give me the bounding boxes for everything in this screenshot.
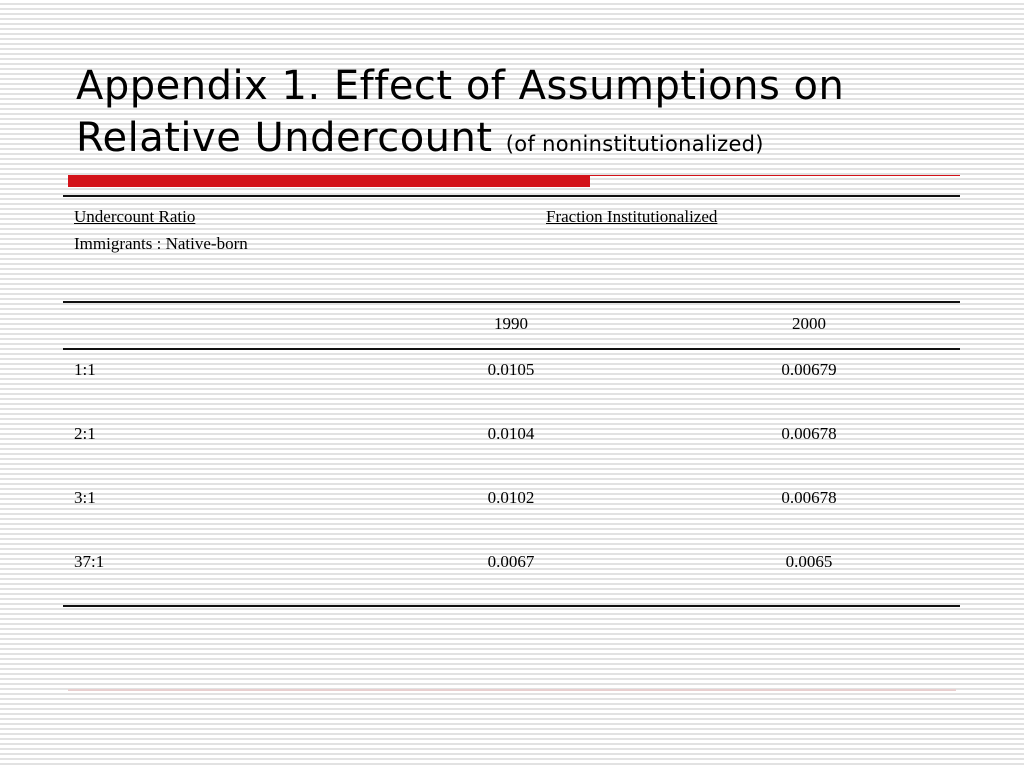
table-top-rule xyxy=(63,195,960,197)
title-line-2: Relative Undercount xyxy=(76,115,493,161)
row-value-1990: 0.0067 xyxy=(487,552,535,571)
row-ratio: 3:1 xyxy=(74,488,96,507)
row-value-2000: 0.00678 xyxy=(781,488,837,507)
title-line-1: Appendix 1. Effect of Assumptions on xyxy=(76,63,845,109)
row-ratio: 2:1 xyxy=(74,424,96,443)
footer-rule xyxy=(68,689,956,691)
header-undercount-ratio: Undercount Ratio xyxy=(74,207,196,226)
row-value-2000: 0.00679 xyxy=(781,360,837,379)
title-accent-line xyxy=(590,175,960,176)
row-value-1990: 0.0102 xyxy=(487,488,535,507)
header-immigrants-native: Immigrants : Native-born xyxy=(74,234,248,253)
row-value-2000: 0.00678 xyxy=(781,424,837,443)
row-value-1990: 0.0105 xyxy=(487,360,535,379)
column-header-1990: 1990 xyxy=(494,314,528,333)
table-bottom-rule xyxy=(63,605,960,607)
row-ratio: 37:1 xyxy=(74,552,105,571)
row-ratio: 1:1 xyxy=(74,360,96,379)
title-subtitle: (of noninstitutionalized) xyxy=(505,132,764,156)
table-header-rule xyxy=(63,301,960,303)
table-column-rule xyxy=(63,348,960,350)
slide-title xyxy=(76,60,976,170)
row-value-1990: 0.0104 xyxy=(487,424,535,443)
row-value-2000: 0.0065 xyxy=(785,552,833,571)
title-accent-bar xyxy=(68,175,590,187)
header-fraction-institutionalized: Fraction Institutionalized xyxy=(546,207,718,226)
column-header-2000: 2000 xyxy=(792,314,826,333)
